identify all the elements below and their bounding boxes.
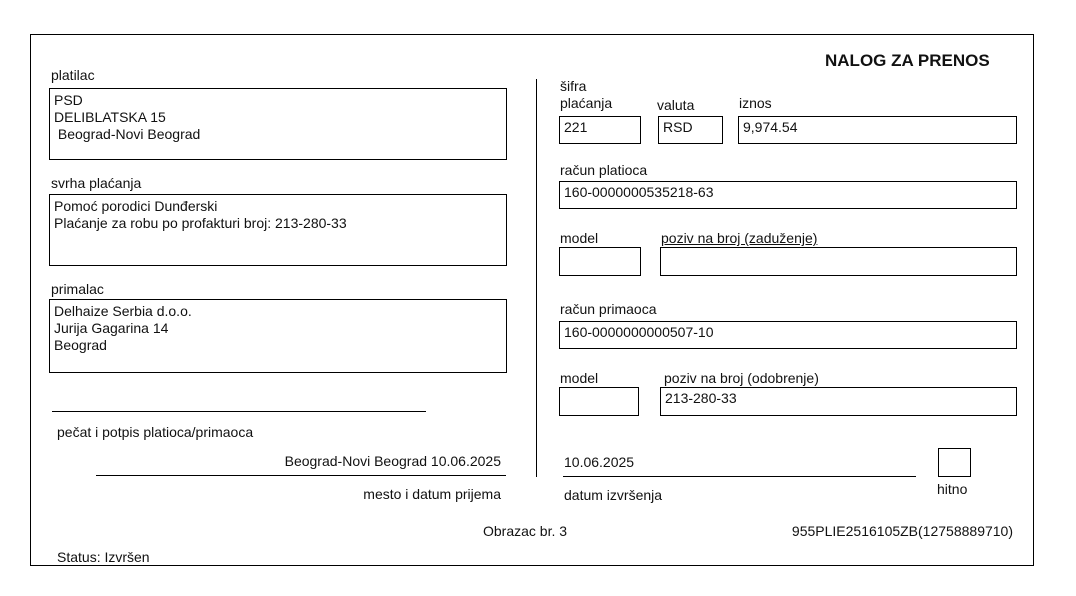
purpose-field xyxy=(49,194,507,266)
debit-reference-field[interactable] xyxy=(660,247,1017,276)
currency-field[interactable]: RSD xyxy=(658,116,723,144)
payer-account-label: račun platioca xyxy=(560,162,648,178)
urgent-label: hitno xyxy=(937,481,968,497)
recipient-line: Delhaize Serbia d.o.o. xyxy=(54,303,192,319)
urgent-checkbox[interactable] xyxy=(938,448,971,477)
payer-line: DELIBLATSKA 15 xyxy=(54,109,166,125)
column-divider xyxy=(536,79,537,477)
execution-date-line xyxy=(563,476,916,477)
credit-reference-field[interactable]: 213-280-33 xyxy=(660,387,1017,416)
status-text: Status: Izvršen xyxy=(57,549,150,565)
recipient-line: Jurija Gagarina 14 xyxy=(54,320,169,336)
currency-label: valuta xyxy=(657,97,695,113)
place-date-line xyxy=(96,475,506,476)
debit-model-label: model xyxy=(560,230,599,246)
amount-label: iznos xyxy=(739,95,772,111)
purpose-line: Plaćanje za robu po profakturi broj: 213-280-33 xyxy=(54,215,347,231)
payer-field xyxy=(49,88,507,160)
payment-code-label-1: šifra xyxy=(560,78,587,94)
place-date-value: Beograd-Novi Beograd 10.06.2025 xyxy=(284,453,501,469)
reference-code: 955PLIE2516105ZB(12758889710) xyxy=(791,523,1013,539)
recipient-field xyxy=(49,299,507,373)
credit-model-label: model xyxy=(560,370,599,386)
purpose-label: svrha plaćanja xyxy=(51,175,142,191)
debit-model-field[interactable] xyxy=(559,247,641,276)
signature-line xyxy=(52,411,426,412)
form-title: NALOG ZA PRENOS xyxy=(825,51,990,70)
recipient-account-field[interactable]: 160-0000000000507-10 xyxy=(559,321,1017,349)
payment-code-label-2: plaćanja xyxy=(560,95,613,111)
payment-code-field[interactable]: 221 xyxy=(559,116,641,144)
purpose-line: Pomoć porodici Dunđerski xyxy=(54,198,218,214)
recipient-account-label: račun primaoca xyxy=(560,301,657,317)
signature-label: pečat i potpis platioca/primaoca xyxy=(57,424,254,440)
debit-reference-label: poziv na broj (zaduženje) xyxy=(661,230,818,246)
payer-line: PSD xyxy=(54,92,83,108)
amount-field[interactable]: 9,974.54 xyxy=(738,116,1017,144)
execution-date-value: 10.06.2025 xyxy=(564,454,635,470)
payer-label: platilac xyxy=(51,67,95,83)
payer-account-field[interactable]: 160-0000000535218-63 xyxy=(559,181,1017,209)
credit-reference-label: poziv na broj (odobrenje) xyxy=(664,370,819,386)
execution-date-label: datum izvršenja xyxy=(564,487,663,503)
payer-line: Beograd-Novi Beograd xyxy=(54,126,201,142)
recipient-label: primalac xyxy=(51,281,104,297)
recipient-line: Beograd xyxy=(54,337,107,353)
form-number: Obrazac br. 3 xyxy=(483,523,568,539)
credit-model-field[interactable] xyxy=(559,387,639,416)
place-date-label: mesto i datum prijema xyxy=(363,486,501,502)
payment-order-form xyxy=(30,34,1034,566)
